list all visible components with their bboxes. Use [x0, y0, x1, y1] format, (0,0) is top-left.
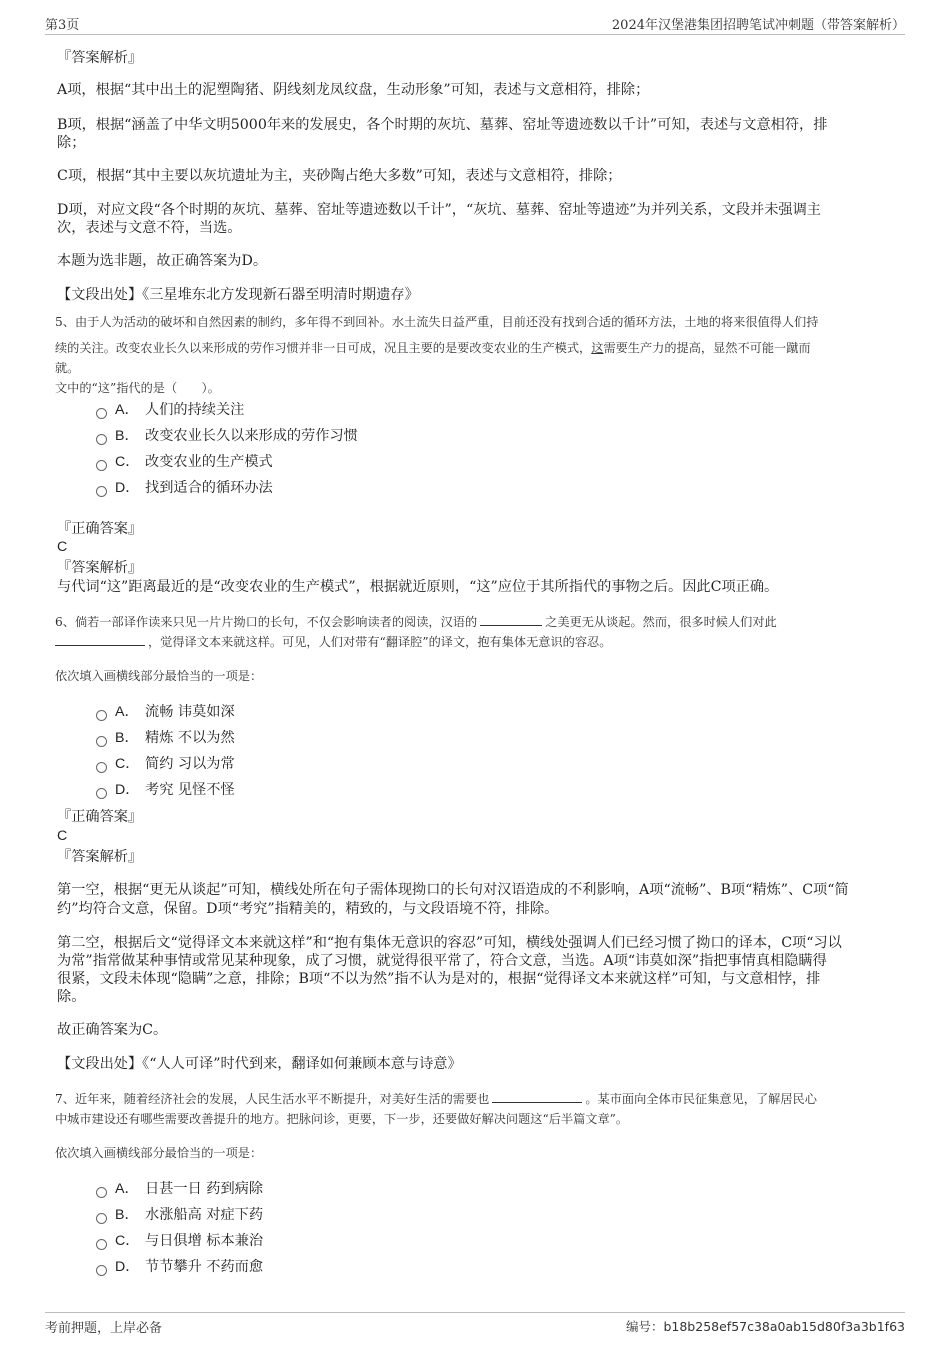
- blank-line: [55, 632, 145, 646]
- q5-option-c[interactable]: C． 改变农业的生产模式: [96, 452, 273, 472]
- q4-option-b-analysis-line2: 除；: [57, 135, 86, 151]
- radio-icon[interactable]: [96, 1213, 107, 1224]
- q5-question: 文中的“这”指代的是（ ）。: [55, 381, 220, 395]
- q7-option-d[interactable]: D． 节节攀升 不药而愈: [96, 1257, 263, 1277]
- radio-icon[interactable]: [96, 1239, 107, 1250]
- q6-stem-line2: ，觉得译文本来就这样。可见，人们对带有“翻译腔”的译文，抱有集体无意识的容忍。: [55, 632, 611, 652]
- q7-option-c[interactable]: C． 与日俱增 标本兼治: [96, 1231, 263, 1251]
- q6-analysis-p1-line1: 第一空，根据“更无从谈起”可知，横线处所在句子需体现拗口的长句对汉语造成的不利影响，A项“流畅”、B项“精炼”、C项“简: [57, 882, 849, 898]
- q6-option-c[interactable]: C． 简约 习以为常: [96, 754, 235, 774]
- radio-icon[interactable]: [96, 736, 107, 747]
- q5-answer: C: [57, 539, 68, 555]
- q6-analysis-p1-line2: 约”均符合文意，保留。D项“考究”指精美的，精致的，与文段语境不符，排除。: [57, 901, 559, 917]
- q4-option-d-analysis-line1: D项，对应文段“各个时期的灰坑、墓葬、窑址等遗迹数以千计”，“灰坑、墓葬、窑址等遗迹”为并列关系，文段并未强调主: [57, 202, 821, 218]
- q7-stem-line2: 中城市建设还有哪些需要改善提升的地方。把脉问诊，更要，下一步，还要做好解决问题这“后半篇文章”。: [55, 1112, 629, 1126]
- q6-answer-label: 『正确答案』: [57, 809, 143, 825]
- q6-answer: C: [57, 828, 68, 844]
- q5-option-a[interactable]: A． 人们的持续关注: [96, 400, 244, 420]
- q5-analysis: 与代词“这”距离最近的是“改变农业的生产模式”，根据就近原则，“这”应位于其所指代的事物之后。因此C项正确。: [57, 579, 779, 595]
- radio-icon[interactable]: [96, 788, 107, 799]
- radio-icon[interactable]: [96, 1187, 107, 1198]
- footer-slogan: 考前押题，上岸必备: [45, 1321, 163, 1336]
- q6-option-a[interactable]: A． 流畅 讳莫如深: [96, 702, 235, 722]
- q4-source: 【文段出处】《三星堆东北方发现新石器至明清时期遗存》: [57, 287, 419, 303]
- page-footer: [45, 1312, 905, 1337]
- page-number: 第3页: [45, 18, 80, 33]
- q6-source: 【文段出处】《“人人可译”时代到来，翻译如何兼顾本意与诗意》: [57, 1056, 462, 1072]
- blank-line: [492, 1089, 582, 1103]
- q6-conclusion: 故正确答案为C。: [57, 1022, 168, 1038]
- q6-analysis-p2-line3: 很紧，文段未体现“隐瞒”之意，排除；B项“不以为然”指不认为是对的，根据“觉得译文本来就这样”可知，与文意相悖，排: [57, 971, 821, 987]
- q7-question: 依次填入画横线部分最恰当的一项是：: [55, 1146, 263, 1160]
- q6-question: 依次填入画横线部分最恰当的一项是：: [55, 669, 263, 683]
- radio-icon[interactable]: [96, 486, 107, 497]
- q5-option-b[interactable]: B． 改变农业长久以来形成的劳作习惯: [96, 426, 358, 446]
- q5-stem-line3: 就。: [55, 361, 80, 375]
- q6-analysis-p2-line4: 除。: [57, 989, 86, 1005]
- radio-icon[interactable]: [96, 710, 107, 721]
- q7-stem-line1: 7、近年来，随着经济社会的发展，人民生活水平不断提升，对美好生活的需要也 。某市面向全体市民征集意见，了解居民心: [55, 1089, 817, 1109]
- q6-analysis-p2-line1: 第二空，根据后文“觉得译文本来就这样”和“抱有集体无意识的容忍”可知，横线处强调人们已经习惯了拗口的译本，C项“习以: [57, 935, 842, 951]
- q5-stem-line1: 5、由于人为活动的破坏和自然因素的制约，多年得不到回补。水土流失日益严重，目前还没有找到合适的循环方法，土地的将来很值得人们持: [55, 315, 819, 329]
- radio-icon[interactable]: [96, 434, 107, 445]
- radio-icon[interactable]: [96, 762, 107, 773]
- q4-option-c-analysis: C项，根据“其中主要以灰坑遗址为主，夹砂陶占绝大多数”可知，表述与文意相符，排除；: [57, 168, 622, 184]
- document-title: 2024年汉堡港集团招聘笔试冲刺题（带答案解析）: [611, 18, 905, 33]
- page-header: [45, 12, 905, 35]
- q4-option-d-analysis-line2: 次，表述与文意不符，当选。: [57, 220, 242, 236]
- radio-icon[interactable]: [96, 408, 107, 419]
- q4-option-a-analysis: A项，根据“其中出土的泥塑陶猪、阴线刻龙凤纹盘，生动形象”可知，表述与文意相符，排除；: [57, 82, 650, 98]
- q4-conclusion: 本题为选非题，故正确答案为D。: [57, 253, 268, 269]
- blank-line: [480, 612, 542, 626]
- q7-option-a[interactable]: A． 日甚一日 药到病除: [96, 1179, 263, 1199]
- q6-stem-line1: 6、倘若一部译作读来只见一片片拗口的长句，不仅会影响读者的阅读，汉语的 之美更无从谈起。然而，很多时候人们对此: [55, 612, 777, 632]
- q6-analysis-label: 『答案解析』: [57, 849, 143, 865]
- radio-icon[interactable]: [96, 460, 107, 471]
- q7-option-b[interactable]: B． 水涨船高 对症下药: [96, 1205, 263, 1225]
- q5-stem-line2: 续的关注。改变农业长久以来形成的劳作习惯并非一日可成，况且主要的是要改变农业的生产模式，这需要生产力的提高，显然不可能一蹴而: [55, 341, 811, 355]
- q6-option-d[interactable]: D． 考究 见怪不怪: [96, 780, 235, 800]
- q5-answer-label: 『正确答案』: [57, 521, 143, 537]
- q4-option-b-analysis-line1: B项，根据“涵盖了中华文明5000年来的发展史，各个时期的灰坑、墓葬、窑址等遗迹数以千计”可知，表述与文意相符，排: [57, 117, 828, 133]
- radio-icon[interactable]: [96, 1265, 107, 1276]
- q6-analysis-p2-line2: 为常”指常做某种事情或常见某种现象，成了习惯，就觉得很平常了，符合文意，当选。A项“讳莫如深”指把事情真相隐瞒得: [57, 953, 827, 969]
- q5-marked-word: 这: [591, 341, 604, 355]
- q6-option-b[interactable]: B． 精炼 不以为然: [96, 728, 235, 748]
- document-id: 编号：b18b258ef57c38a0ab15d80f3a3b1f63: [625, 1319, 905, 1334]
- q5-option-d[interactable]: D． 找到适合的循环办法: [96, 478, 273, 498]
- q5-analysis-label: 『答案解析』: [57, 560, 143, 576]
- q4-analysis-label: 『答案解析』: [57, 50, 143, 66]
